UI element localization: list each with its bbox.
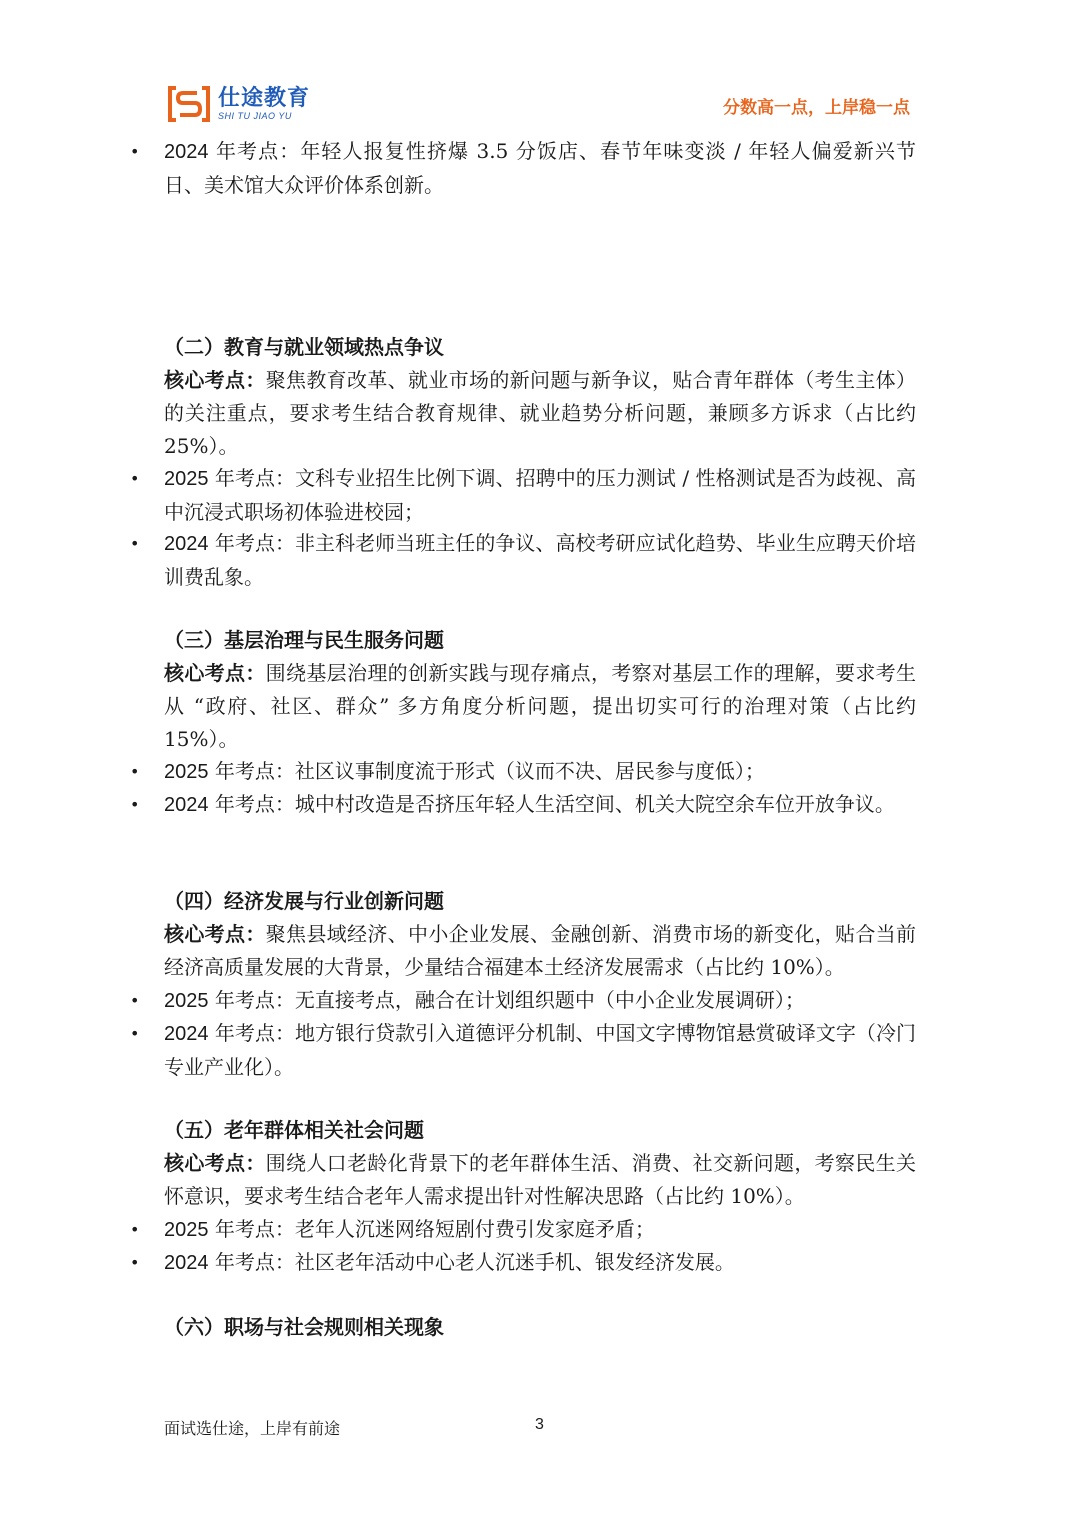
- page-number: 3: [535, 1416, 544, 1433]
- page-header: [0, 0, 1080, 130]
- list-item: • 2025 年考点：文科专业招生比例下调、招聘中的压力测试 / 性格测试是否为歧视、高中沉浸式职场初体验进校园；: [164, 462, 916, 529]
- core-point-paragraph: 核心考点：围绕人口老龄化背景下的老年群体生活、消费、社交新问题，考察民生关怀意识，要求考生结合老年人需求提出针对性解决思路（占比约 10%）。: [164, 1151, 917, 1208]
- list-item: • 2024 年考点：地方银行贷款引入道德评分机制、中国文字博物馆悬赏破译文字（冷门专业产业化）。: [164, 1017, 916, 1084]
- list-item: • 2024 年考点：城中村改造是否挤压年轻人生活空间、机关大院空余车位开放争议。: [164, 788, 916, 822]
- section-heading: （五）老年群体相关社会问题: [164, 1118, 424, 1142]
- core-point-paragraph: 核心考点：聚焦教育改革、就业市场的新问题与新争议，贴合青年群体（考生主体）的关注重点，要求考生结合教育规律、就业趋势分析问题，兼顾多方诉求（占比约 25%）。: [164, 368, 917, 458]
- section-heading: （六）职场与社会规则相关现象: [164, 1315, 444, 1339]
- list-item: • 2025 年考点：社区议事制度流于形式（议而不决、居民参与度低）；: [164, 755, 916, 789]
- section-heading: （二）教育与就业领域热点争议: [164, 335, 444, 359]
- brand-logo: [166, 82, 310, 126]
- list-item: • 2025 年考点：老年人沉迷网络短剧付费引发家庭矛盾；: [164, 1213, 916, 1247]
- header-slogan: 分数高一点，上岸稳一点: [723, 98, 910, 118]
- list-item: • 2025 年考点：无直接考点，融合在计划组织题中（中小企业发展调研）；: [164, 984, 916, 1018]
- list-item: • 2024 年考点：非主科老师当班主任的争议、高校考研应试化趋势、毕业生应聘天价培训费乱象。: [164, 527, 916, 594]
- section-heading: （三）基层治理与民生服务问题: [164, 628, 444, 652]
- logo-subtitle: SHI TU JIAO YU: [218, 110, 292, 121]
- section-heading: （四）经济发展与行业创新问题: [164, 889, 444, 913]
- core-point-paragraph: 核心考点：围绕基层治理的创新实践与现存痛点，考察对基层工作的理解，要求考生从 “政府、社区、群众” 多方角度分析问题，提出切实可行的治理对策（占比约 15%）。: [164, 661, 917, 751]
- list-item: • 2024 年考点：社区老年活动中心老人沉迷手机、银发经济发展。: [164, 1246, 916, 1280]
- list-item: • 2024 年考点：年轻人报复性挤爆 3.5 分饭店、春节年味变淡 / 年轻人偏爱新兴节日、美术馆大众评价体系创新。: [164, 135, 916, 202]
- core-point-paragraph: 核心考点：聚焦县域经济、中小企业发展、金融创新、消费市场的新变化，贴合当前经济高质量发展的大背景，少量结合福建本土经济发展需求（占比约 10%）。: [164, 922, 917, 979]
- footer-tagline: 面试选仕途，上岸有前途: [164, 1419, 341, 1438]
- logo-s-icon: [166, 82, 212, 126]
- logo-title: 仕途教育: [218, 85, 311, 111]
